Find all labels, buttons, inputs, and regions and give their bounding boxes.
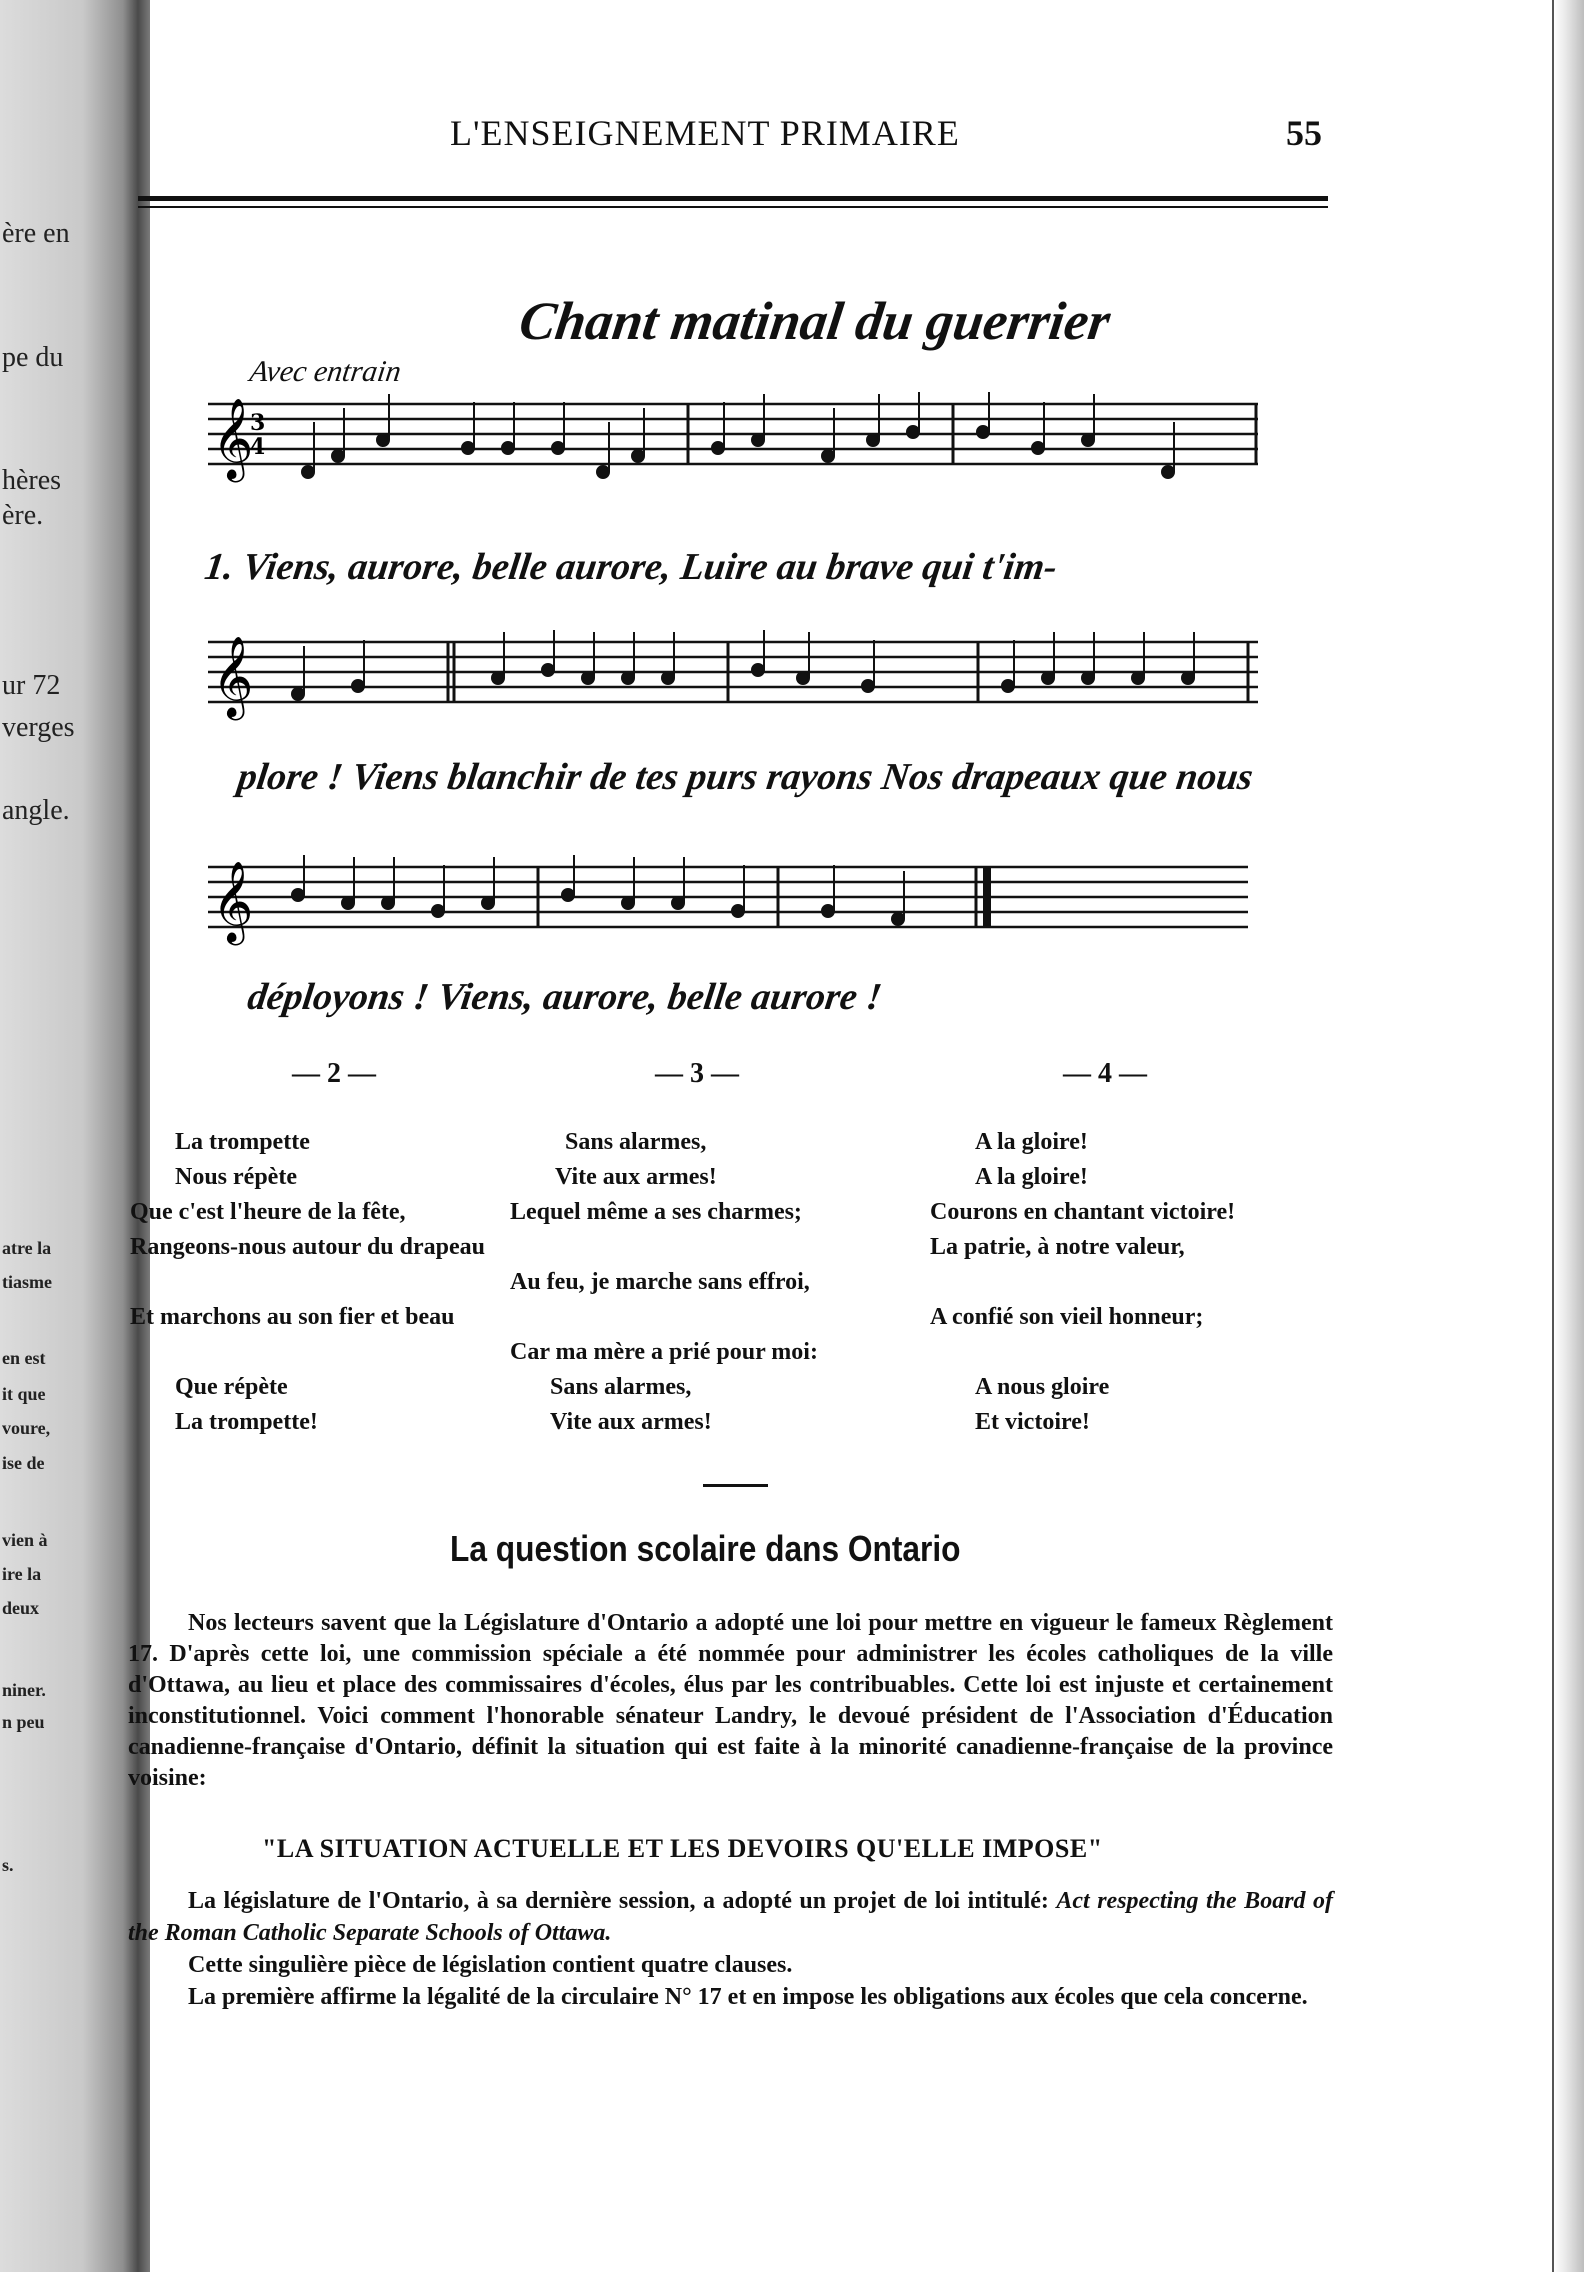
page-number: 55	[1286, 113, 1322, 153]
facing-fragment: angle.	[2, 795, 70, 826]
verse-number-4: — 4 —	[1063, 1058, 1147, 1089]
lyric-line-3: déployons ! Viens, aurore, belle aurore !	[245, 976, 885, 1018]
song-title: Chant matinal du guerrier	[515, 291, 1114, 351]
page-edge-shadow	[1554, 0, 1584, 2272]
svg-text:𝄞: 𝄞	[212, 635, 254, 717]
verse-line: La trompette!	[175, 1409, 318, 1435]
facing-fragment: deux	[2, 1598, 40, 1618]
verse-2	[130, 1125, 530, 1440]
verse-line: A la gloire!	[975, 1164, 1088, 1190]
bill-title: Act respecting the Board of the Roman Catholic Separate Schools of Ottawa.	[128, 1888, 1334, 1946]
verse-line: La trompette	[175, 1129, 310, 1155]
header-rule-thick	[138, 196, 1328, 201]
article-intro: Nos lecteurs savent que la Législature d'Ontario a adopté une loi pour mettre en vigueur le fameux Règlement 17. D'après cette loi, une commission spéciale a été nommée pour administrer les écoles catholiques de la ville d'Ottawa, au lieu et place des commissaires d'écoles, élus par les contribuables. Cette loi est injuste et certainement inconstitutionnel. Voici comment l'honorable sénateur Landry, le devoué président de l'Association d'Éducation canadienne-française d'Ontario, définit la situation qui est faite à la minorité canadienne-française de la province voisine:	[128, 1610, 1333, 1791]
music-staff-3	[208, 855, 1258, 955]
verse-line: Et marchons au son fier et beau	[130, 1304, 455, 1330]
verse-line: Au feu, je marche sans effroi,	[510, 1269, 810, 1295]
running-title: L'ENSEIGNEMENT PRIMAIRE	[450, 113, 960, 153]
verse-line: Et victoire!	[975, 1409, 1090, 1435]
verse-number-3: — 3 —	[655, 1058, 739, 1089]
verse-line: Rangeons-nous autour du drapeau	[130, 1234, 485, 1260]
verse-line: Lequel même a ses charmes;	[510, 1199, 802, 1225]
facing-fragment: pe du	[2, 342, 64, 373]
facing-fragment: voure,	[2, 1418, 51, 1438]
facing-fragment: tiasme	[2, 1272, 52, 1292]
verse-line: La patrie, à notre valeur,	[930, 1234, 1185, 1260]
verse-line	[930, 1265, 1330, 1300]
verse-line	[930, 1335, 1330, 1370]
facing-fragment: ère en	[2, 218, 70, 249]
section-divider	[703, 1484, 768, 1487]
facing-fragment: s.	[2, 1855, 14, 1875]
facing-fragment: ère.	[2, 500, 44, 531]
verse-line	[130, 1265, 530, 1300]
verse-line: Sans alarmes,	[550, 1374, 692, 1400]
svg-text:4: 4	[250, 434, 266, 460]
svg-text:𝄞: 𝄞	[212, 397, 254, 479]
verse-line: Nous répète	[175, 1164, 297, 1190]
body-paragraph-1	[128, 1885, 1333, 1949]
paragraph-text: La législature de l'Ontario, à sa dernière session, a adopté un projet de loi intitulé:	[188, 1888, 1057, 1914]
music-staff-1	[208, 392, 1258, 492]
verse-4	[930, 1125, 1330, 1440]
svg-text:𝄞: 𝄞	[212, 860, 254, 942]
verse-line: Courons en chantant victoire!	[930, 1199, 1236, 1225]
facing-fragment: atre la	[2, 1238, 52, 1258]
facing-fragment: niner.	[2, 1680, 46, 1700]
facing-fragment: verges	[2, 712, 75, 743]
lyric-line-1: 1. Viens, aurore, belle aurore, Luire au brave qui t'im-	[202, 546, 1060, 588]
facing-fragment: vien à	[2, 1530, 48, 1550]
verse-line: Vite aux armes!	[550, 1409, 712, 1435]
article-title: La question scolaire dans Ontario	[450, 1528, 961, 1569]
verse-line: A confié son vieil honneur;	[930, 1304, 1204, 1330]
verse-line	[510, 1300, 910, 1335]
lyric-line-2: plore ! Viens blanchir de tes purs rayons Nos drapeaux que nous	[235, 756, 1256, 798]
verse-line: Car ma mère a prié pour moi:	[510, 1339, 818, 1365]
svg-text:3: 3	[250, 410, 266, 436]
body-paragraph-3: La première affirme la légalité de la circulaire N° 17 et en impose les obligations aux écoles que cela concerne.	[188, 1984, 1308, 2010]
facing-fragment: n peu	[2, 1712, 45, 1732]
verse-3	[510, 1125, 910, 1440]
article-subheading: "LA SITUATION ACTUELLE ET LES DEVOIRS QU'ELLE IMPOSE"	[262, 1834, 1103, 1863]
verse-line	[130, 1335, 530, 1370]
facing-fragment: hères	[2, 465, 62, 496]
facing-fragment: it que	[2, 1384, 46, 1404]
verse-line: A nous gloire	[975, 1374, 1110, 1400]
article-body	[128, 1885, 1333, 2013]
facing-fragment: ise de	[2, 1453, 45, 1473]
facing-fragment: en est	[2, 1348, 46, 1368]
verse-line: A la gloire!	[975, 1129, 1088, 1155]
verse-line: Que répète	[175, 1374, 288, 1400]
tempo-marking: Avec entrain	[247, 355, 404, 388]
facing-fragment: ire la	[2, 1564, 42, 1584]
facing-fragment: ur 72	[2, 670, 61, 701]
verse-line: Sans alarmes,	[565, 1129, 707, 1155]
body-paragraph-2: Cette singulière pièce de législation contient quatre clauses.	[188, 1952, 793, 1978]
verse-line	[510, 1230, 910, 1265]
header-rule-thin	[138, 206, 1328, 208]
verse-number-2: — 2 —	[292, 1058, 376, 1089]
verse-line: Vite aux armes!	[555, 1164, 717, 1190]
page-edge-line	[1552, 0, 1554, 2272]
facing-page-fragments	[0, 0, 92, 2272]
music-staff-2	[208, 630, 1258, 730]
verse-line: Que c'est l'heure de la fête,	[130, 1199, 406, 1225]
